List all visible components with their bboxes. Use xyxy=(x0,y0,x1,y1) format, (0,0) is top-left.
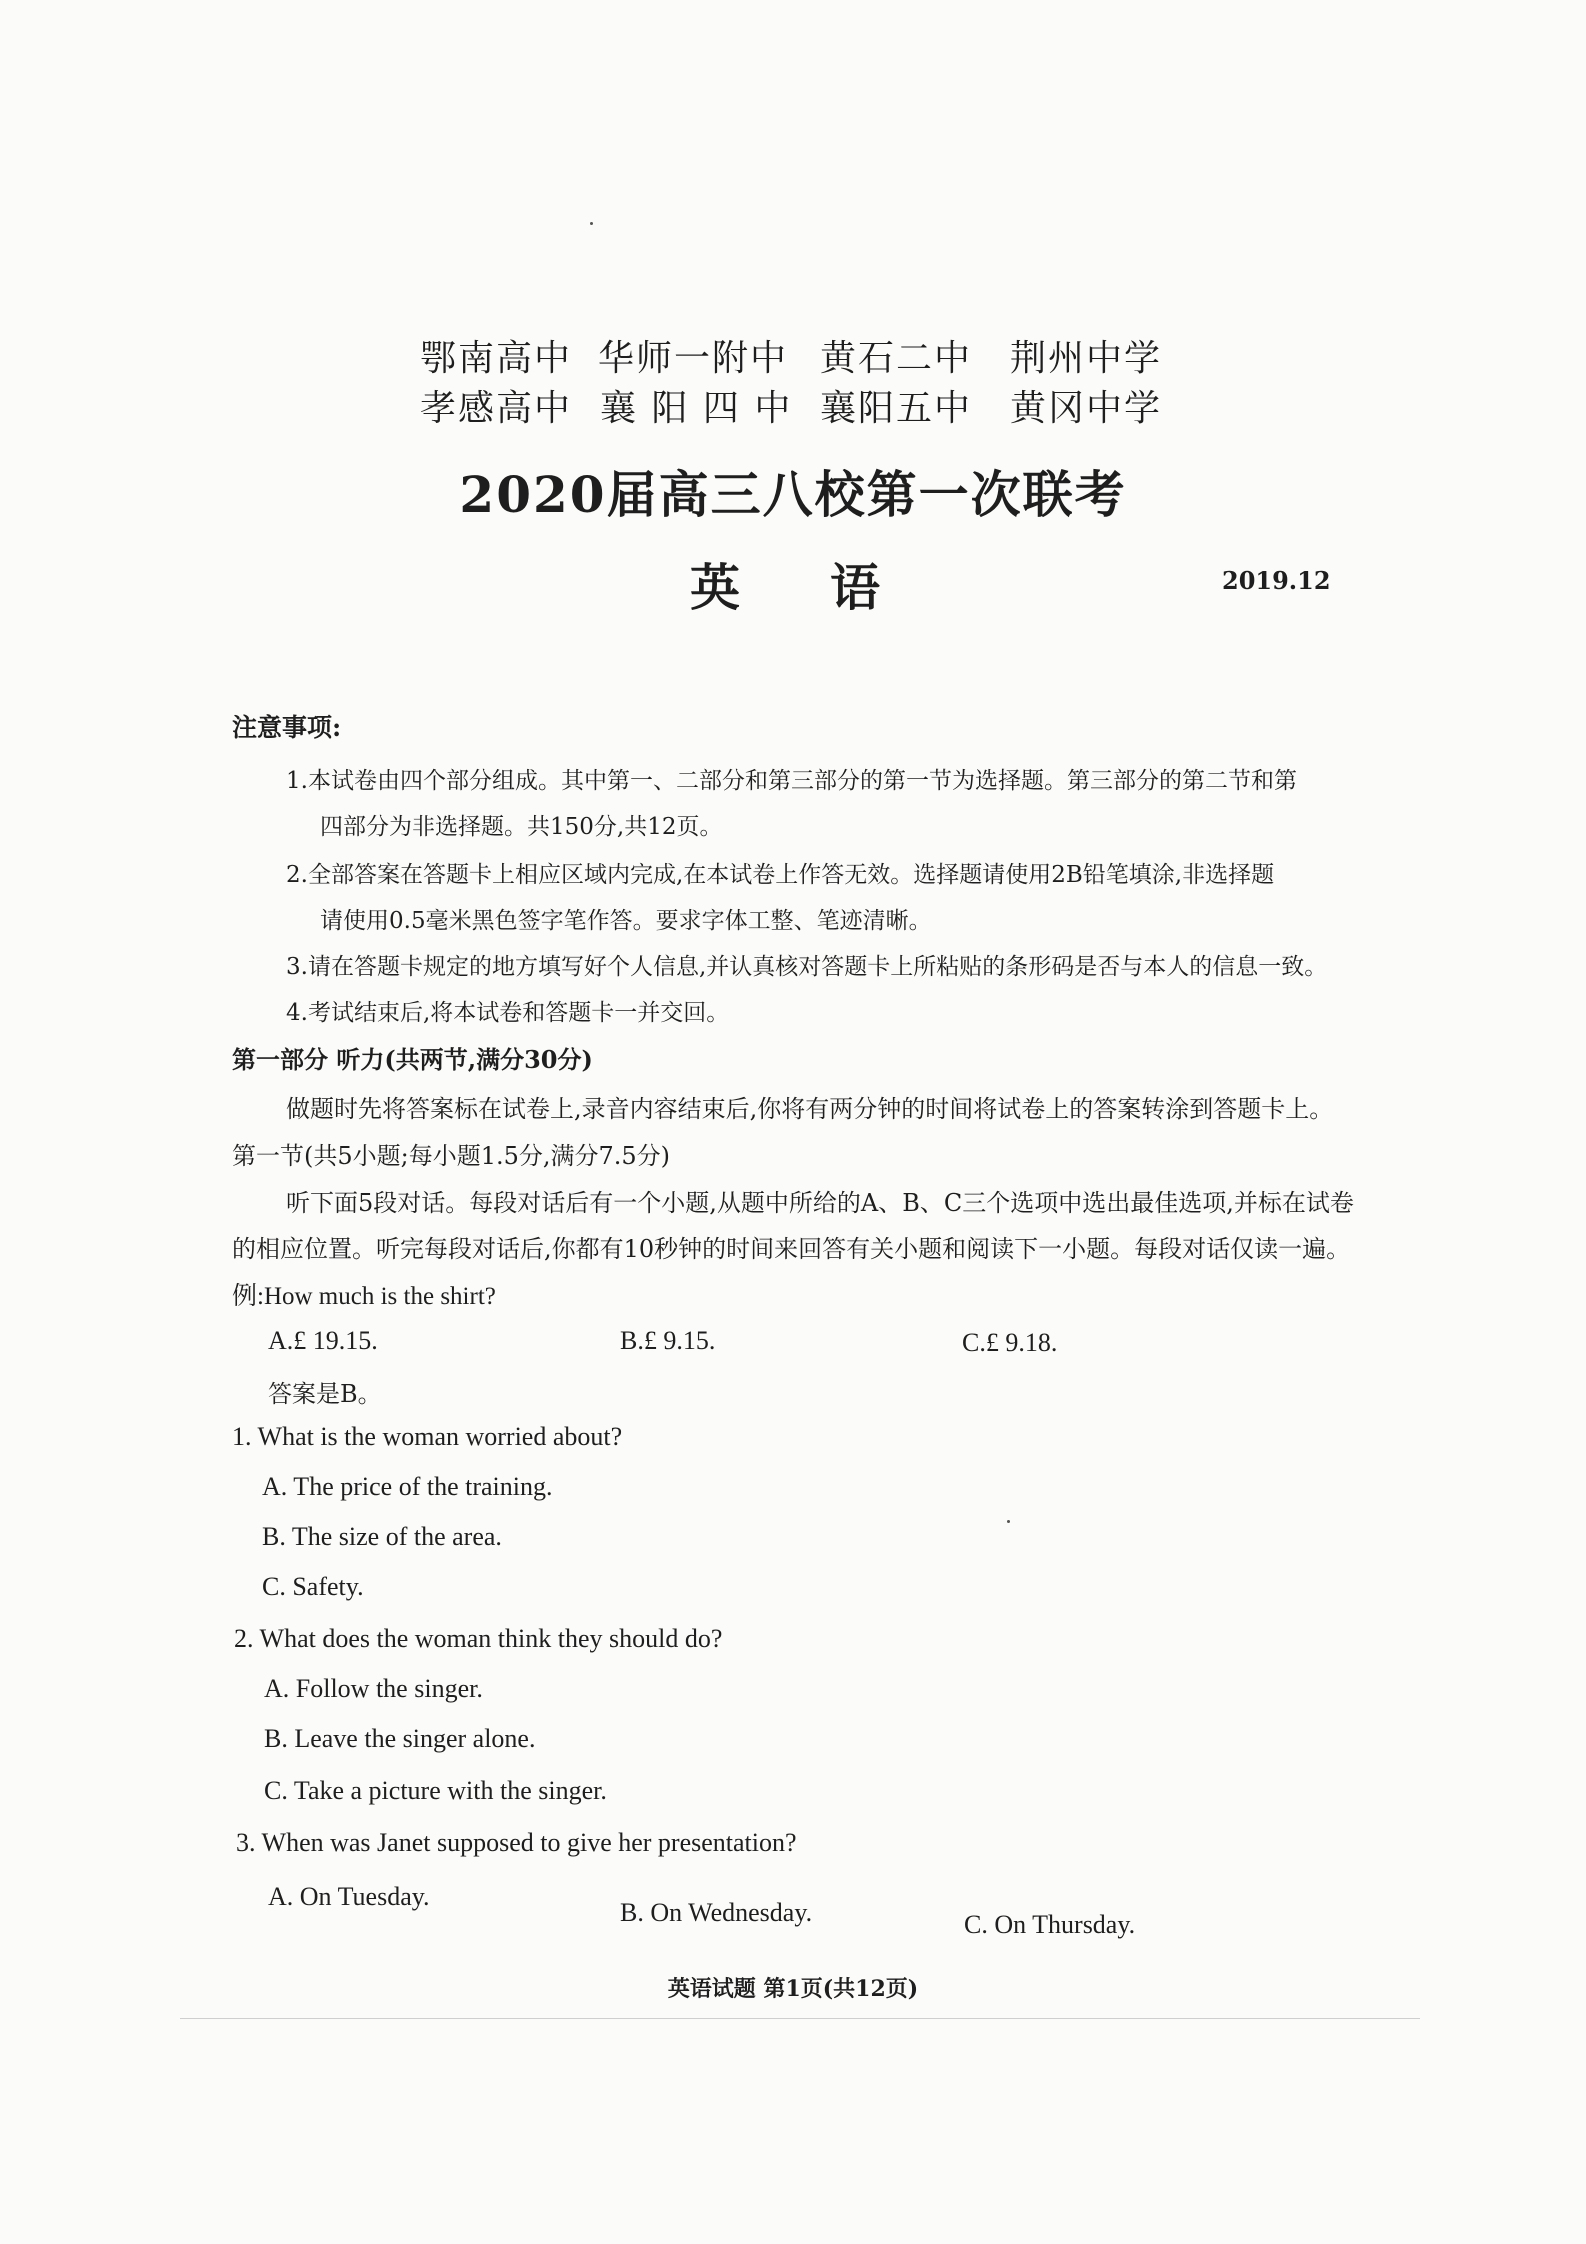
q3-option-a: A. On Tuesday. xyxy=(268,1882,430,1911)
q2-option-c: C. Take a picture with the singer. xyxy=(264,1776,607,1805)
q2-option-b: B. Leave the singer alone. xyxy=(264,1724,536,1753)
part1-intro: 做题时先将答案标在试卷上,录音内容结束后,你将有两分钟的时间将试卷上的答案转涂到答题卡上。 xyxy=(286,1095,1334,1123)
notice-heading: 注意事项: xyxy=(232,713,342,742)
directions-line: 的相应位置。听完每段对话后,你都有10秒钟的时间来回答有关小题和阅读下一小题。每段对话仅读一遍。 xyxy=(232,1235,1351,1263)
example-question: 例:How much is the shirt? xyxy=(232,1283,496,1310)
q3-option-b: B. On Wednesday. xyxy=(620,1898,813,1927)
notice-item: 四部分为非选择题。共150分,共12页。 xyxy=(320,814,723,840)
example-option-a: A.£ 19.15. xyxy=(268,1326,378,1355)
school-name: 荆州中学 xyxy=(1010,338,1163,379)
example-answer: 答案是B。 xyxy=(268,1380,382,1408)
q2-option-a: A. Follow the singer. xyxy=(264,1674,483,1703)
school-name: 襄 阳 四 中 xyxy=(600,388,793,429)
question-3: 3. When was Janet supposed to give her presentation? xyxy=(236,1828,797,1857)
notice-item: 请使用0.5毫米黑色签字笔作答。要求字体工整、笔迹清晰。 xyxy=(320,908,932,934)
bottom-divider xyxy=(180,2018,1420,2019)
notice-item: 1.本试卷由四个部分组成。其中第一、二部分和第三部分的第一节为选择题。第三部分的第二节和第 xyxy=(286,768,1297,794)
q3-option-c: C. On Thursday. xyxy=(964,1910,1136,1939)
question-1: 1. What is the woman worried about? xyxy=(232,1422,623,1451)
school-name: 襄阳五中 xyxy=(820,388,973,429)
example-option-c: C.£ 9.18. xyxy=(962,1328,1058,1357)
part1-heading: 第一部分 听力(共两节,满分30分) xyxy=(232,1045,593,1074)
subject-title: 英语 xyxy=(690,558,970,617)
speck xyxy=(1007,1520,1010,1523)
school-name: 黄石二中 xyxy=(820,338,973,379)
speck xyxy=(590,222,593,225)
question-2: 2. What does the woman think they should do? xyxy=(234,1624,723,1653)
page-footer: 英语试题 第1页(共12页) xyxy=(667,1976,919,2002)
directions-line: 听下面5段对话。每段对话后有一个小题,从题中所给的A、B、C三个选项中选出最佳选项,并标在试卷 xyxy=(286,1189,1354,1217)
exam-date: 2019.12 xyxy=(1222,566,1331,595)
q1-option-b: B. The size of the area. xyxy=(262,1522,502,1551)
example-option-b: B.£ 9.15. xyxy=(620,1326,716,1355)
q1-option-c: C. Safety. xyxy=(262,1572,364,1601)
section1-heading: 第一节(共5小题;每小题1.5分,满分7.5分) xyxy=(232,1142,671,1170)
school-name: 黄冈中学 xyxy=(1010,388,1163,429)
school-name: 孝感高中 xyxy=(420,388,573,429)
notice-item: 3.请在答题卡规定的地方填写好个人信息,并认真核对答题卡上所粘贴的条形码是否与本人的信息一致。 xyxy=(286,954,1328,980)
exam-title: 2020届高三八校第一次联考 xyxy=(459,465,1127,524)
notice-item: 4.考试结束后,将本试卷和答题卡一并交回。 xyxy=(286,1000,730,1026)
school-name: 华师一附中 xyxy=(598,338,789,379)
school-name: 鄂南高中 xyxy=(420,338,573,379)
q1-option-a: A. The price of the training. xyxy=(262,1472,553,1501)
notice-item: 2.全部答案在答题卡上相应区域内完成,在本试卷上作答无效。选择题请使用2B铅笔填涂,非选择题 xyxy=(286,862,1275,888)
